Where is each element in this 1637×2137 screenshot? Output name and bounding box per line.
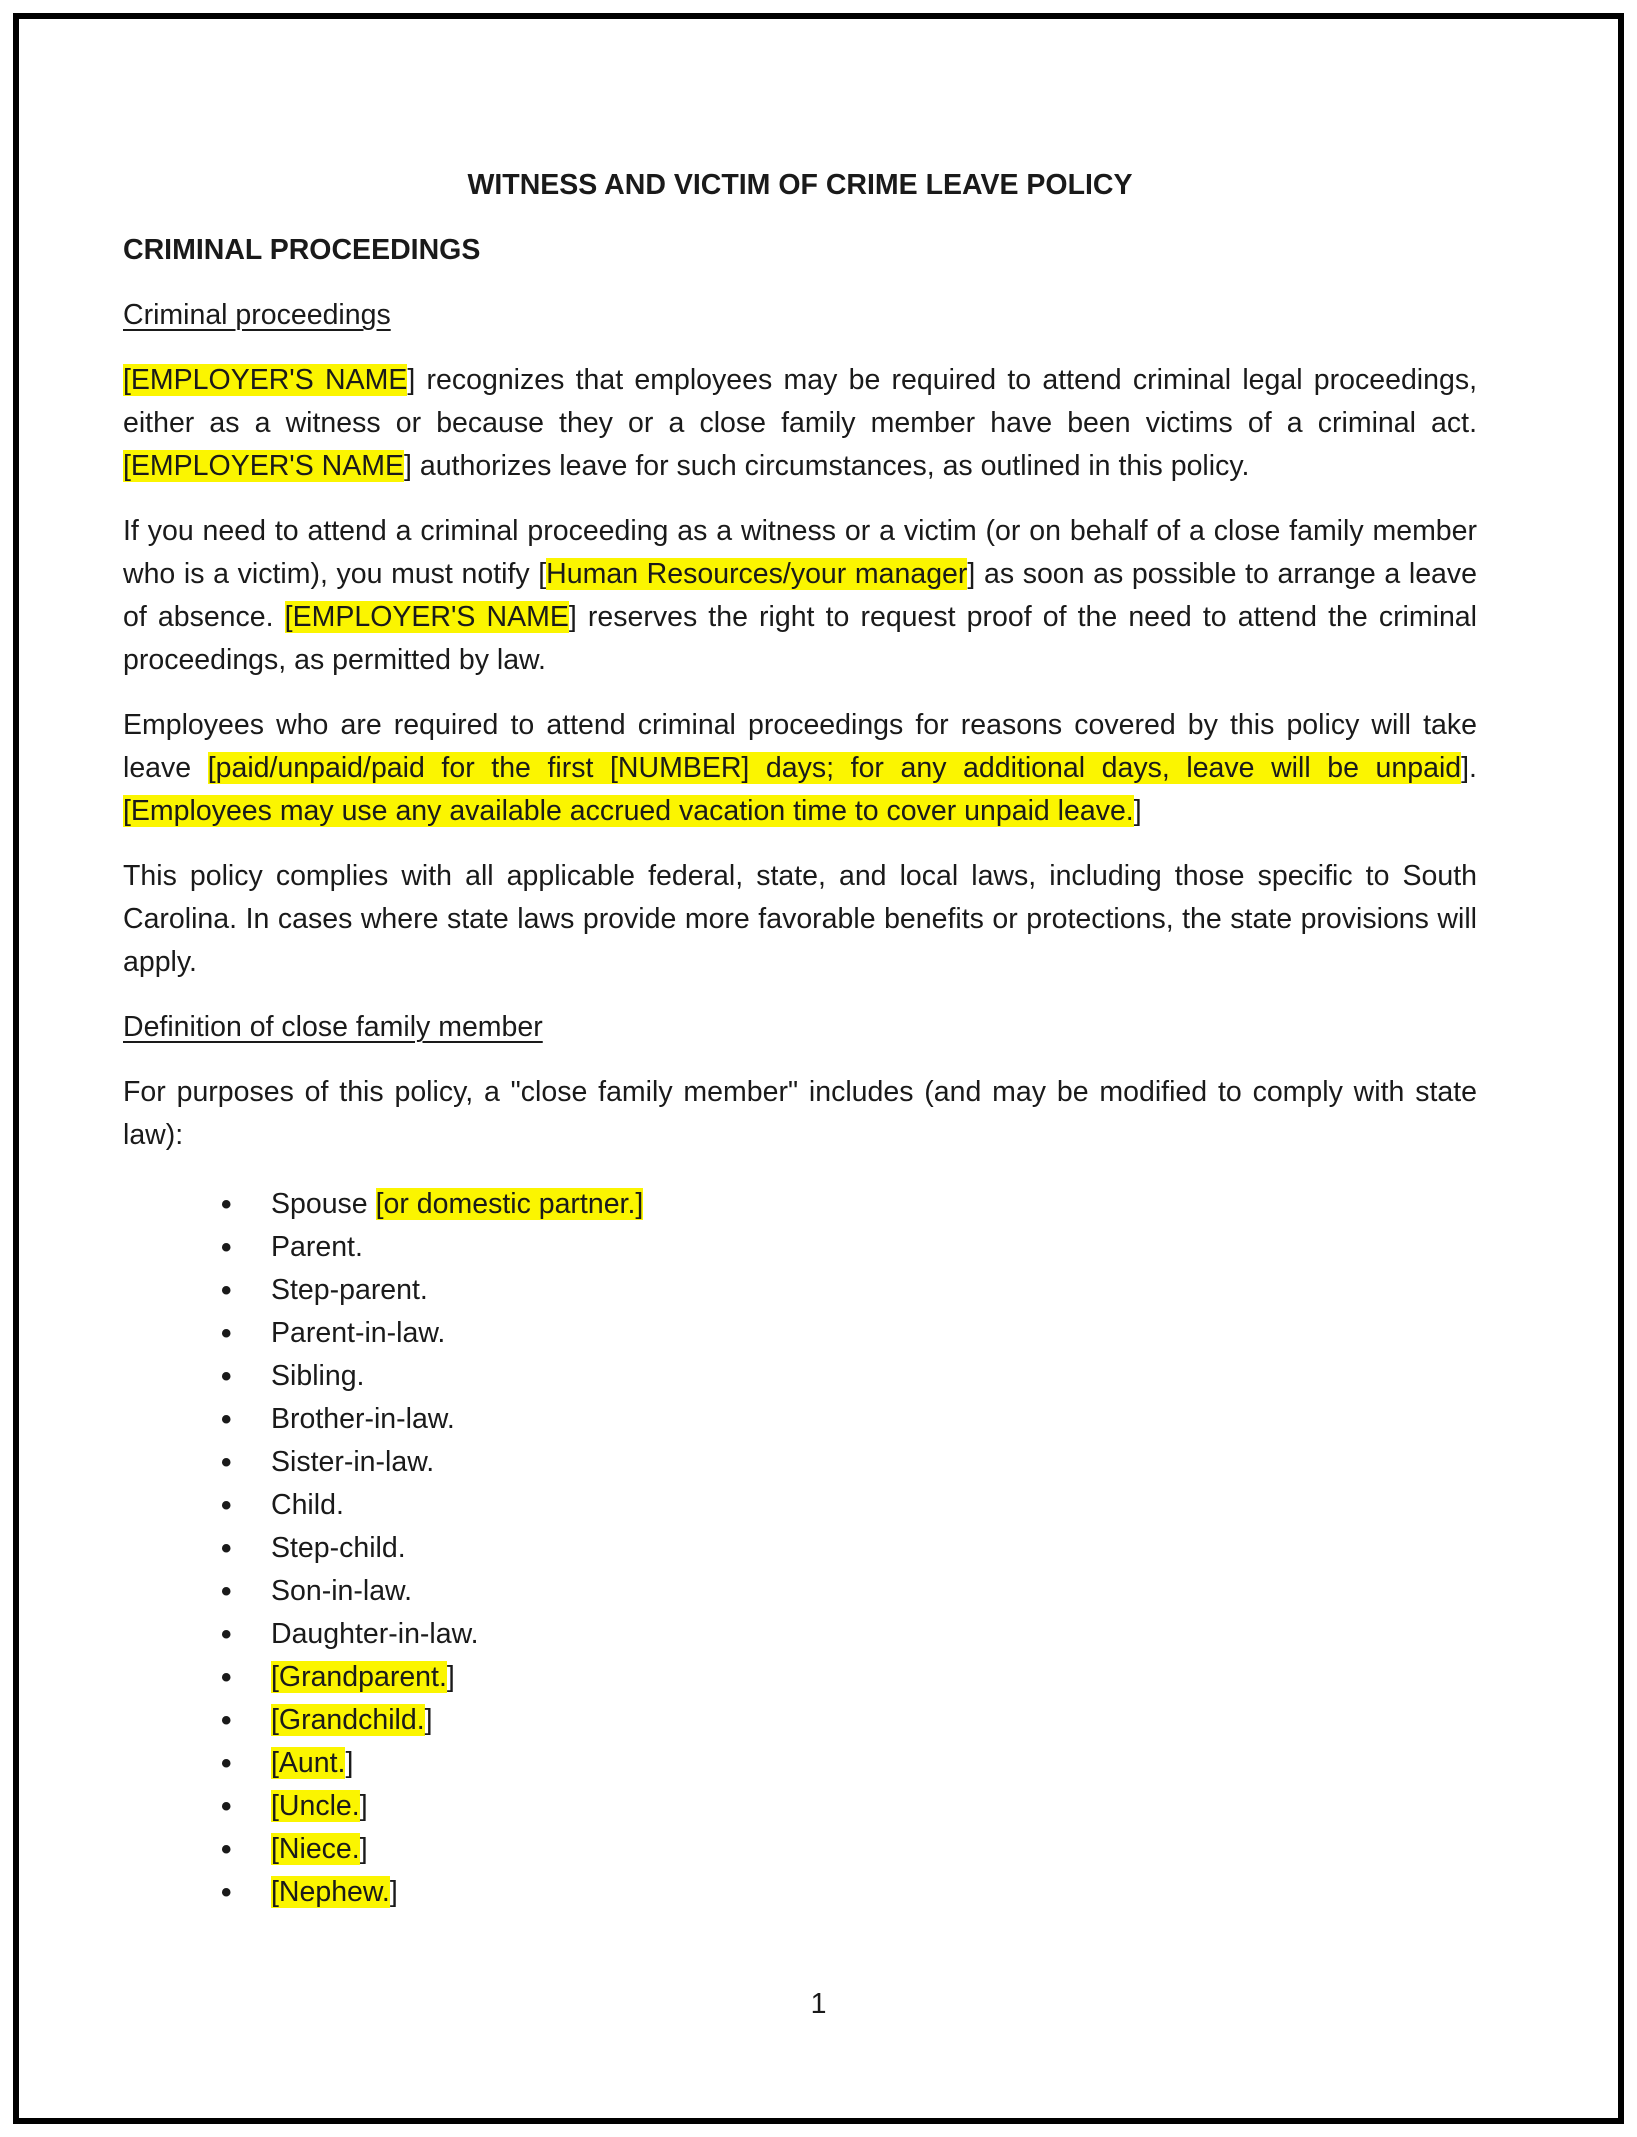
- list-item-nephew: [123, 1871, 1477, 1914]
- definition-intro-paragraph: [123, 1071, 1477, 1157]
- policy-intro-paragraph: [123, 359, 1477, 488]
- highlighted-placeholder: [Grandchild.: [271, 1704, 425, 1736]
- list-item-parent-in-law: [123, 1312, 1477, 1355]
- document-content: [123, 164, 1477, 1914]
- highlighted-placeholder: [or domestic partner.]: [375, 1188, 644, 1220]
- text-run: ]: [446, 1661, 455, 1693]
- list-item-step-parent: [123, 1269, 1477, 1312]
- text-run: For purposes of this policy, a "close family member" includes (and may be modified to comply with state law):: [123, 1076, 1477, 1151]
- text-run: Daughter-in-law.: [271, 1618, 479, 1650]
- text-run: ]: [389, 1876, 398, 1908]
- subheading-criminal-proceedings: Criminal proceedings: [123, 299, 391, 331]
- text-run: Son-in-law.: [271, 1575, 412, 1607]
- text-run: ] authorizes leave for such circumstances, as outlined in this policy.: [404, 450, 1250, 482]
- highlighted-placeholder: [Nephew.: [271, 1876, 390, 1908]
- text-run: Spouse: [271, 1188, 376, 1220]
- list-item-parent: [123, 1226, 1477, 1269]
- highlighted-placeholder: [Aunt.: [271, 1747, 346, 1779]
- text-run: ] reserves the right to request proof of the need to attend the criminal proceedings, as permitted by law.: [123, 601, 1477, 676]
- highlighted-placeholder: [paid/unpaid/paid for the first [NUMBER] days; for any additional days, leave will be unpaid: [207, 752, 1462, 784]
- text-run: ]: [359, 1833, 368, 1865]
- list-item-brother-in-law: [123, 1398, 1477, 1441]
- text-run: ] as soon as possible to arrange a leave of absence.: [123, 558, 1477, 633]
- family-member-list: [123, 1183, 1477, 1914]
- list-item-step-child: [123, 1527, 1477, 1570]
- list-item-child: [123, 1484, 1477, 1527]
- list-item-grandparent: [123, 1656, 1477, 1699]
- highlighted-placeholder: [Uncle.: [271, 1790, 360, 1822]
- page-number: 1: [810, 1988, 827, 2020]
- text-run: Parent-in-law.: [271, 1317, 446, 1349]
- text-run: This policy complies with all applicable federal, state, and local laws, including those specific to South Carolina. In cases where state laws provide more favorable benefits or protections, the state provisions will apply.: [123, 860, 1477, 978]
- subheading-definition-close-family-member: Definition of close family member: [123, 1011, 543, 1043]
- list-item-aunt: [123, 1742, 1477, 1785]
- list-item-uncle: [123, 1785, 1477, 1828]
- highlighted-placeholder: [EMPLOYER'S NAME: [123, 450, 405, 482]
- text-run: If you need to attend a criminal proceeding as a witness or a victim (or on behalf of a close family member who is a victim), you must notify [: [123, 515, 1477, 590]
- highlighted-placeholder: Human Resources/your manager: [546, 558, 968, 590]
- leave-pay-paragraph: [123, 704, 1477, 833]
- text-run: Step-parent.: [271, 1274, 428, 1306]
- list-item-son-in-law: [123, 1570, 1477, 1613]
- list-item-sister-in-law: [123, 1441, 1477, 1484]
- list-item-sibling: [123, 1355, 1477, 1398]
- text-run: Brother-in-law.: [271, 1403, 455, 1435]
- list-item-niece: [123, 1828, 1477, 1871]
- highlighted-placeholder: [Employees may use any available accrued vacation time to cover unpaid leave.: [123, 795, 1134, 827]
- text-run: Sibling.: [271, 1360, 365, 1392]
- list-item-grandchild: [123, 1699, 1477, 1742]
- text-run: Parent.: [271, 1231, 363, 1263]
- list-item-daughter-in-law: [123, 1613, 1477, 1656]
- text-run: ]: [424, 1704, 433, 1736]
- text-run: ]: [359, 1790, 368, 1822]
- highlighted-placeholder: [EMPLOYER'S NAME: [284, 601, 569, 633]
- document-title: WITNESS AND VICTIM OF CRIME LEAVE POLICY: [467, 169, 1133, 201]
- text-run: Child.: [271, 1489, 344, 1521]
- text-run: ] recognizes that employees may be required to attend criminal legal proceedings, either as a witness or because they or a close family member have been victims of a criminal act.: [123, 364, 1477, 439]
- highlighted-placeholder: [Niece.: [271, 1833, 360, 1865]
- highlighted-placeholder: [EMPLOYER'S NAME: [123, 364, 408, 396]
- text-run: ]: [345, 1747, 354, 1779]
- text-run: ]: [1133, 795, 1142, 827]
- notification-paragraph: [123, 510, 1477, 682]
- compliance-paragraph: [123, 855, 1477, 984]
- text-run: ].: [1461, 752, 1477, 784]
- highlighted-placeholder: [Grandparent.: [271, 1661, 447, 1693]
- text-run: Employees who are required to attend criminal proceedings for reasons covered by this policy will take leave: [123, 709, 1477, 784]
- list-item-spouse: [123, 1183, 1477, 1226]
- section-heading-criminal-proceedings: CRIMINAL PROCEEDINGS: [123, 234, 481, 266]
- text-run: Step-child.: [271, 1532, 406, 1564]
- text-run: Sister-in-law.: [271, 1446, 435, 1478]
